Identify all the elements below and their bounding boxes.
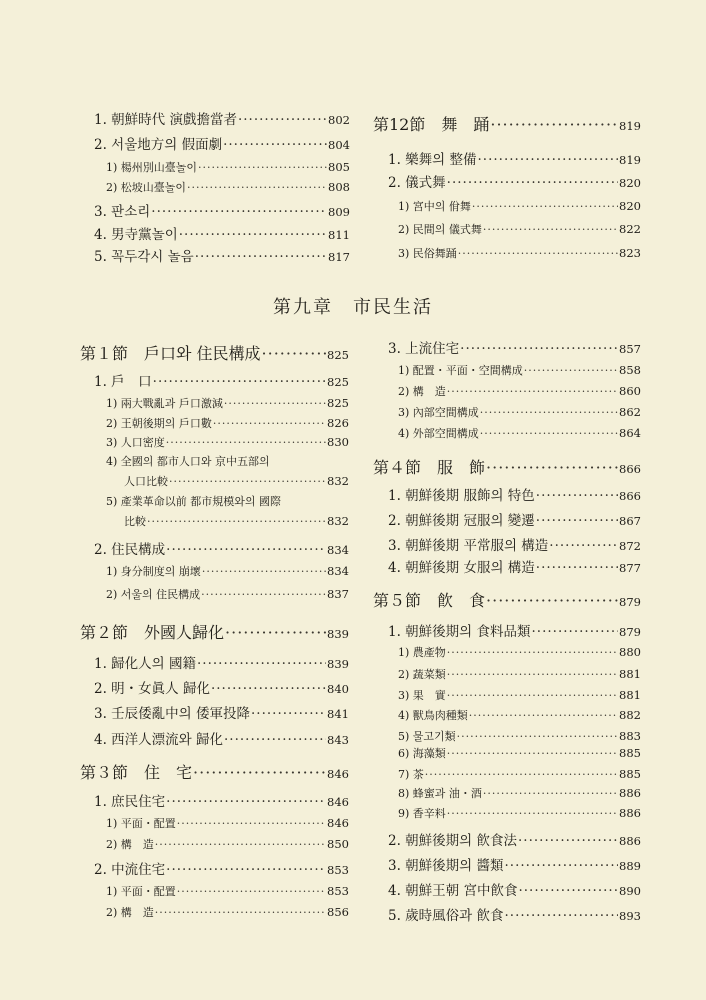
toc-label: 1. 樂舞의 整備: [388, 152, 477, 168]
toc-label: 2. 住民構成: [94, 542, 166, 558]
leader-dots: [166, 542, 326, 558]
toc-label: 2. 朝鮮後期의 飮食法: [388, 833, 518, 849]
leader-dots: [486, 458, 618, 477]
toc-entry[interactable]: [398, 805, 641, 821]
toc-entry[interactable]: [94, 702, 349, 722]
leader-dots: [486, 591, 618, 610]
toc-label: 4) 全國의 都市人口와 京中五部의: [106, 455, 270, 468]
page-number: 880: [619, 645, 641, 659]
page-number: 867: [619, 514, 641, 528]
leader-dots: [505, 858, 619, 874]
toc-label: 4) 獸鳥肉種類: [398, 709, 468, 722]
toc-label: 2) 構 造: [398, 385, 446, 398]
leader-dots: [151, 204, 327, 220]
toc-entry[interactable]: [388, 854, 641, 874]
leader-dots: [457, 730, 618, 743]
toc-label: 4. 朝鮮後期 女服의 構造: [388, 560, 535, 576]
toc-entry[interactable]: [94, 223, 350, 243]
toc-label: 2. 中流住宅: [94, 862, 166, 878]
page-number: 879: [619, 595, 641, 609]
leader-dots: [251, 706, 326, 722]
section-heading[interactable]: [80, 620, 349, 643]
toc-entry[interactable]: [388, 337, 641, 357]
page-number: 889: [619, 859, 641, 873]
page-number: 881: [619, 688, 641, 702]
leader-dots: [447, 689, 618, 702]
page-number: 825: [327, 396, 349, 410]
toc-entry[interactable]: [94, 133, 350, 153]
toc-label: 3. 壬辰倭亂中의 倭軍投降: [94, 706, 251, 722]
toc-label: 1. 朝鮮後期 服飾의 特色: [388, 488, 535, 504]
toc-entry[interactable]: [398, 687, 641, 703]
page-number: 820: [619, 176, 641, 190]
leader-dots: [198, 161, 327, 174]
toc-entry[interactable]: [388, 904, 641, 924]
toc-entry[interactable]: [388, 879, 641, 899]
toc-entry[interactable]: [398, 644, 641, 660]
page-number: 805: [328, 160, 350, 174]
toc-entry[interactable]: [106, 563, 349, 579]
page-number: 826: [327, 416, 349, 430]
leader-dots: [536, 488, 618, 504]
toc-label: 5. 꼭두각시 놀음: [94, 249, 194, 265]
toc-label: 第２節 外國人歸化: [80, 623, 225, 642]
page-number: 819: [619, 153, 641, 167]
toc-label: 8) 蜂蜜과 油・酒: [398, 787, 482, 800]
toc-entry[interactable]: [388, 556, 641, 576]
leader-dots: [549, 538, 618, 554]
page-number: 858: [619, 363, 641, 377]
page-number: 819: [619, 119, 641, 133]
toc-label: 5. 歲時風俗과 飮食: [388, 908, 504, 924]
leader-dots: [447, 175, 618, 191]
toc-label: 3) 果 實: [398, 689, 446, 702]
toc-label: 4. 男寺黨놀이: [94, 227, 178, 243]
toc-label: 第３節 住 宅: [80, 763, 193, 782]
toc-entry[interactable]: [94, 245, 350, 265]
toc-label: 比較: [124, 515, 146, 528]
toc-entry[interactable]: [94, 200, 350, 220]
toc-label: 1. 庶民住宅: [94, 794, 166, 810]
toc-entry[interactable]: [398, 707, 641, 723]
toc-entry[interactable]: [398, 425, 641, 441]
toc-label: 7) 茶: [398, 768, 424, 781]
toc-entry[interactable]: [106, 883, 349, 899]
toc-entry[interactable]: [106, 815, 349, 831]
leader-dots: [155, 906, 326, 919]
leader-dots: [536, 560, 618, 576]
page-number: 886: [619, 806, 641, 820]
leader-dots: [447, 747, 618, 760]
toc-entry[interactable]: [388, 509, 641, 529]
toc-label: 1) 宮中의 佾舞: [398, 200, 471, 213]
toc-entry[interactable]: [398, 198, 641, 214]
toc-entry[interactable]: [398, 404, 641, 420]
toc-label: 1. 朝鮮後期의 食料品類: [388, 624, 531, 640]
toc-label: 1) 平面・配置: [106, 885, 176, 898]
page-number: 825: [327, 375, 349, 389]
toc-entry[interactable]: [388, 829, 641, 849]
toc-label: 2) 王朝後期의 戶口數: [106, 417, 212, 430]
toc-label: 人口比較: [124, 475, 168, 488]
toc-entry[interactable]: [398, 766, 641, 782]
toc-entry[interactable]: [106, 179, 350, 195]
page-number: 832: [327, 474, 349, 488]
leader-dots: [447, 385, 618, 398]
toc-entry[interactable]: [398, 785, 641, 801]
page-number: 811: [328, 228, 350, 242]
toc-label: 第４節 服 飾: [373, 458, 486, 477]
page-number: 839: [327, 627, 349, 641]
toc-entry[interactable]: [94, 370, 349, 390]
toc-entry[interactable]: [388, 148, 641, 168]
toc-label: 5) 產業革命以前 都市規模와의 國際: [106, 495, 282, 508]
toc-label: 2. 朝鮮後期 冠服의 變遷: [388, 513, 535, 529]
toc-entry[interactable]: [94, 790, 349, 810]
leader-dots: [483, 223, 618, 236]
toc-entry[interactable]: [388, 484, 641, 504]
page-number: 877: [619, 561, 641, 575]
toc-label: 第12節 舞 踊: [373, 115, 490, 134]
leader-dots: [480, 406, 618, 419]
toc-entry[interactable]: [398, 728, 641, 744]
leader-dots: [518, 833, 618, 849]
page-number: 846: [327, 767, 349, 781]
toc-label: 2) 서울의 住民構成: [106, 588, 201, 601]
page-number: 860: [619, 384, 641, 398]
page-number: 886: [619, 786, 641, 800]
page-number: 857: [619, 342, 641, 356]
page-number: 879: [619, 625, 641, 639]
leader-dots: [447, 646, 618, 659]
leader-dots: [469, 709, 618, 722]
leader-dots: [166, 794, 326, 810]
toc-label: 3. 朝鮮後期 平常服의 構造: [388, 538, 549, 554]
leader-dots: [472, 200, 618, 213]
toc-entry[interactable]: [388, 620, 641, 640]
page-number: 823: [619, 246, 641, 260]
toc-label: 1. 朝鮮時代 演戲擔當者: [94, 112, 237, 128]
toc-entry[interactable]: [94, 538, 349, 558]
toc-label: 2) 民間의 儀式舞: [398, 223, 482, 236]
toc-label: 2) 構 造: [106, 838, 154, 851]
leader-dots: [179, 227, 327, 243]
leader-dots: [147, 515, 326, 528]
toc-label: 2. 서울地方의 假面劇: [94, 137, 223, 153]
toc-entry[interactable]: [106, 159, 350, 175]
toc-entry[interactable]: [388, 171, 641, 191]
toc-entry[interactable]: [398, 362, 641, 378]
toc-entry[interactable]: [398, 245, 641, 261]
page-number: 881: [619, 667, 641, 681]
page-number: 864: [619, 426, 641, 440]
toc-entry[interactable]: [94, 858, 349, 878]
toc-label: 5) 물고기類: [398, 730, 456, 743]
toc-label: 4) 外部空間構成: [398, 427, 479, 440]
toc-label: 1. 歸化人의 國籍: [94, 656, 197, 672]
toc-entry[interactable]: [398, 745, 641, 761]
toc-label: 3. 上流住宅: [388, 341, 460, 357]
page-number: 850: [327, 837, 349, 851]
toc-label: 1) 平面・配置: [106, 817, 176, 830]
toc-label: 1) 兩大戰亂과 戶口激減: [106, 397, 223, 410]
toc-label: 3) 內部空間構成: [398, 406, 479, 419]
toc-label: 第５節 飮 食: [373, 591, 486, 610]
page-number: 872: [619, 539, 641, 553]
toc-label: 2. 明・女眞人 歸化: [94, 681, 210, 697]
leader-dots: [238, 112, 327, 128]
page-number: 866: [619, 489, 641, 503]
leader-dots: [155, 838, 326, 851]
section-heading[interactable]: [373, 112, 641, 135]
leader-dots: [177, 817, 326, 830]
page-number: 834: [327, 543, 349, 557]
leader-dots: [460, 341, 618, 357]
toc-entry[interactable]: [94, 728, 349, 748]
page-number: 830: [327, 435, 349, 449]
page-number: 808: [328, 180, 350, 194]
toc-label: 3. 朝鮮後期의 醬類: [388, 858, 504, 874]
toc-label: 4. 西洋人漂流와 歸化: [94, 732, 224, 748]
page-number: 832: [327, 514, 349, 528]
page-number: 841: [327, 707, 349, 721]
toc-entry[interactable]: [124, 513, 349, 529]
leader-dots: [536, 513, 618, 529]
leader-dots: [224, 732, 326, 748]
leader-dots: [262, 344, 327, 363]
toc-entry[interactable]: [106, 836, 349, 852]
leader-dots: [483, 787, 618, 800]
leader-dots: [458, 247, 618, 260]
page-number: 804: [328, 138, 350, 152]
toc-label: 1) 楊州別山臺놀이: [106, 161, 198, 174]
toc-label: 1) 農產物: [398, 646, 446, 659]
toc-label: 第１節 戶口와 住民構成: [80, 344, 261, 363]
toc-label: 1. 戶 口: [94, 374, 152, 390]
page-number: 843: [327, 733, 349, 747]
leader-dots: [478, 152, 619, 168]
toc-entry[interactable]: [388, 534, 641, 554]
leader-dots: [201, 588, 326, 601]
page-number: 862: [619, 405, 641, 419]
section-heading[interactable]: [80, 341, 349, 364]
page-number: 893: [619, 909, 641, 923]
toc-label: 3) 人口密度: [106, 436, 165, 449]
page-number: 846: [327, 795, 349, 809]
page-number: 883: [619, 729, 641, 743]
page-number: 834: [327, 564, 349, 578]
leader-dots: [480, 427, 618, 440]
leader-dots: [447, 807, 618, 820]
leader-dots: [211, 681, 326, 697]
toc-entry[interactable]: [106, 434, 349, 450]
toc-entry[interactable]: [398, 383, 641, 399]
leader-dots: [505, 908, 619, 924]
chapter-title: 第九章 市民生活: [273, 297, 433, 318]
page-number: 885: [619, 746, 641, 760]
page-number: 890: [619, 884, 641, 898]
page-number: 839: [327, 657, 349, 671]
page-number: 840: [327, 682, 349, 696]
toc-entry[interactable]: [124, 473, 349, 489]
leader-dots: [224, 397, 326, 410]
toc-entry[interactable]: [398, 666, 641, 682]
toc-label: 2. 儀式舞: [388, 175, 446, 191]
page-number: 802: [328, 113, 350, 127]
page-number: 817: [328, 250, 350, 264]
leader-dots: [223, 137, 327, 153]
leader-dots: [425, 768, 618, 781]
leader-dots: [490, 115, 618, 134]
page-number: 846: [327, 816, 349, 830]
leader-dots: [532, 624, 619, 640]
toc-label: 2) 構 造: [106, 906, 154, 919]
leader-dots: [225, 623, 326, 642]
toc-label: 1) 配置・平面・空間構成: [398, 364, 523, 377]
toc-label: 2) 松坡山臺놀이: [106, 181, 187, 194]
toc-label: 6) 海藻類: [398, 747, 446, 760]
toc-entry[interactable]: [398, 221, 641, 237]
leader-dots: [166, 862, 326, 878]
page-number: 886: [619, 834, 641, 848]
page-number: 837: [327, 587, 349, 601]
toc-label: 3. 판소리: [94, 204, 151, 220]
toc-entry[interactable]: [94, 652, 349, 672]
leader-dots: [193, 763, 326, 782]
toc-entry[interactable]: [106, 904, 349, 920]
leader-dots: [213, 417, 326, 430]
section-heading[interactable]: [373, 588, 641, 611]
section-heading[interactable]: [80, 760, 349, 783]
toc-label: 3) 民俗舞踊: [398, 247, 457, 260]
leader-dots: [518, 883, 618, 899]
page-number: 853: [327, 863, 349, 877]
page-number: 809: [328, 205, 350, 219]
leader-dots: [177, 885, 326, 898]
toc-label: 1) 身分制度의 崩壞: [106, 565, 201, 578]
page-number: 820: [619, 199, 641, 213]
leader-dots: [447, 668, 618, 681]
leader-dots: [195, 249, 327, 265]
leader-dots: [153, 374, 326, 390]
leader-dots: [197, 656, 326, 672]
page-number: 822: [619, 222, 641, 236]
leader-dots: [187, 181, 327, 194]
toc-label: 9) 香辛料: [398, 807, 446, 820]
leader-dots: [524, 364, 618, 377]
page-number: 885: [619, 767, 641, 781]
page-number: 856: [327, 905, 349, 919]
leader-dots: [169, 475, 326, 488]
toc-entry[interactable]: [106, 586, 349, 602]
page-number: 866: [619, 462, 641, 476]
page-number: 825: [327, 348, 349, 362]
section-heading[interactable]: [373, 455, 641, 478]
page-number: 853: [327, 884, 349, 898]
toc-entry[interactable]: [106, 415, 349, 431]
leader-dots: [202, 565, 326, 578]
toc-entry[interactable]: [94, 677, 349, 697]
toc-label: 4. 朝鮮王朝 宮中飮食: [388, 883, 518, 899]
toc-entry[interactable]: [94, 108, 350, 128]
leader-dots: [166, 436, 326, 449]
toc-label: 2) 蔬菜類: [398, 668, 446, 681]
page-number: 882: [619, 708, 641, 722]
toc-entry[interactable]: [106, 395, 349, 411]
